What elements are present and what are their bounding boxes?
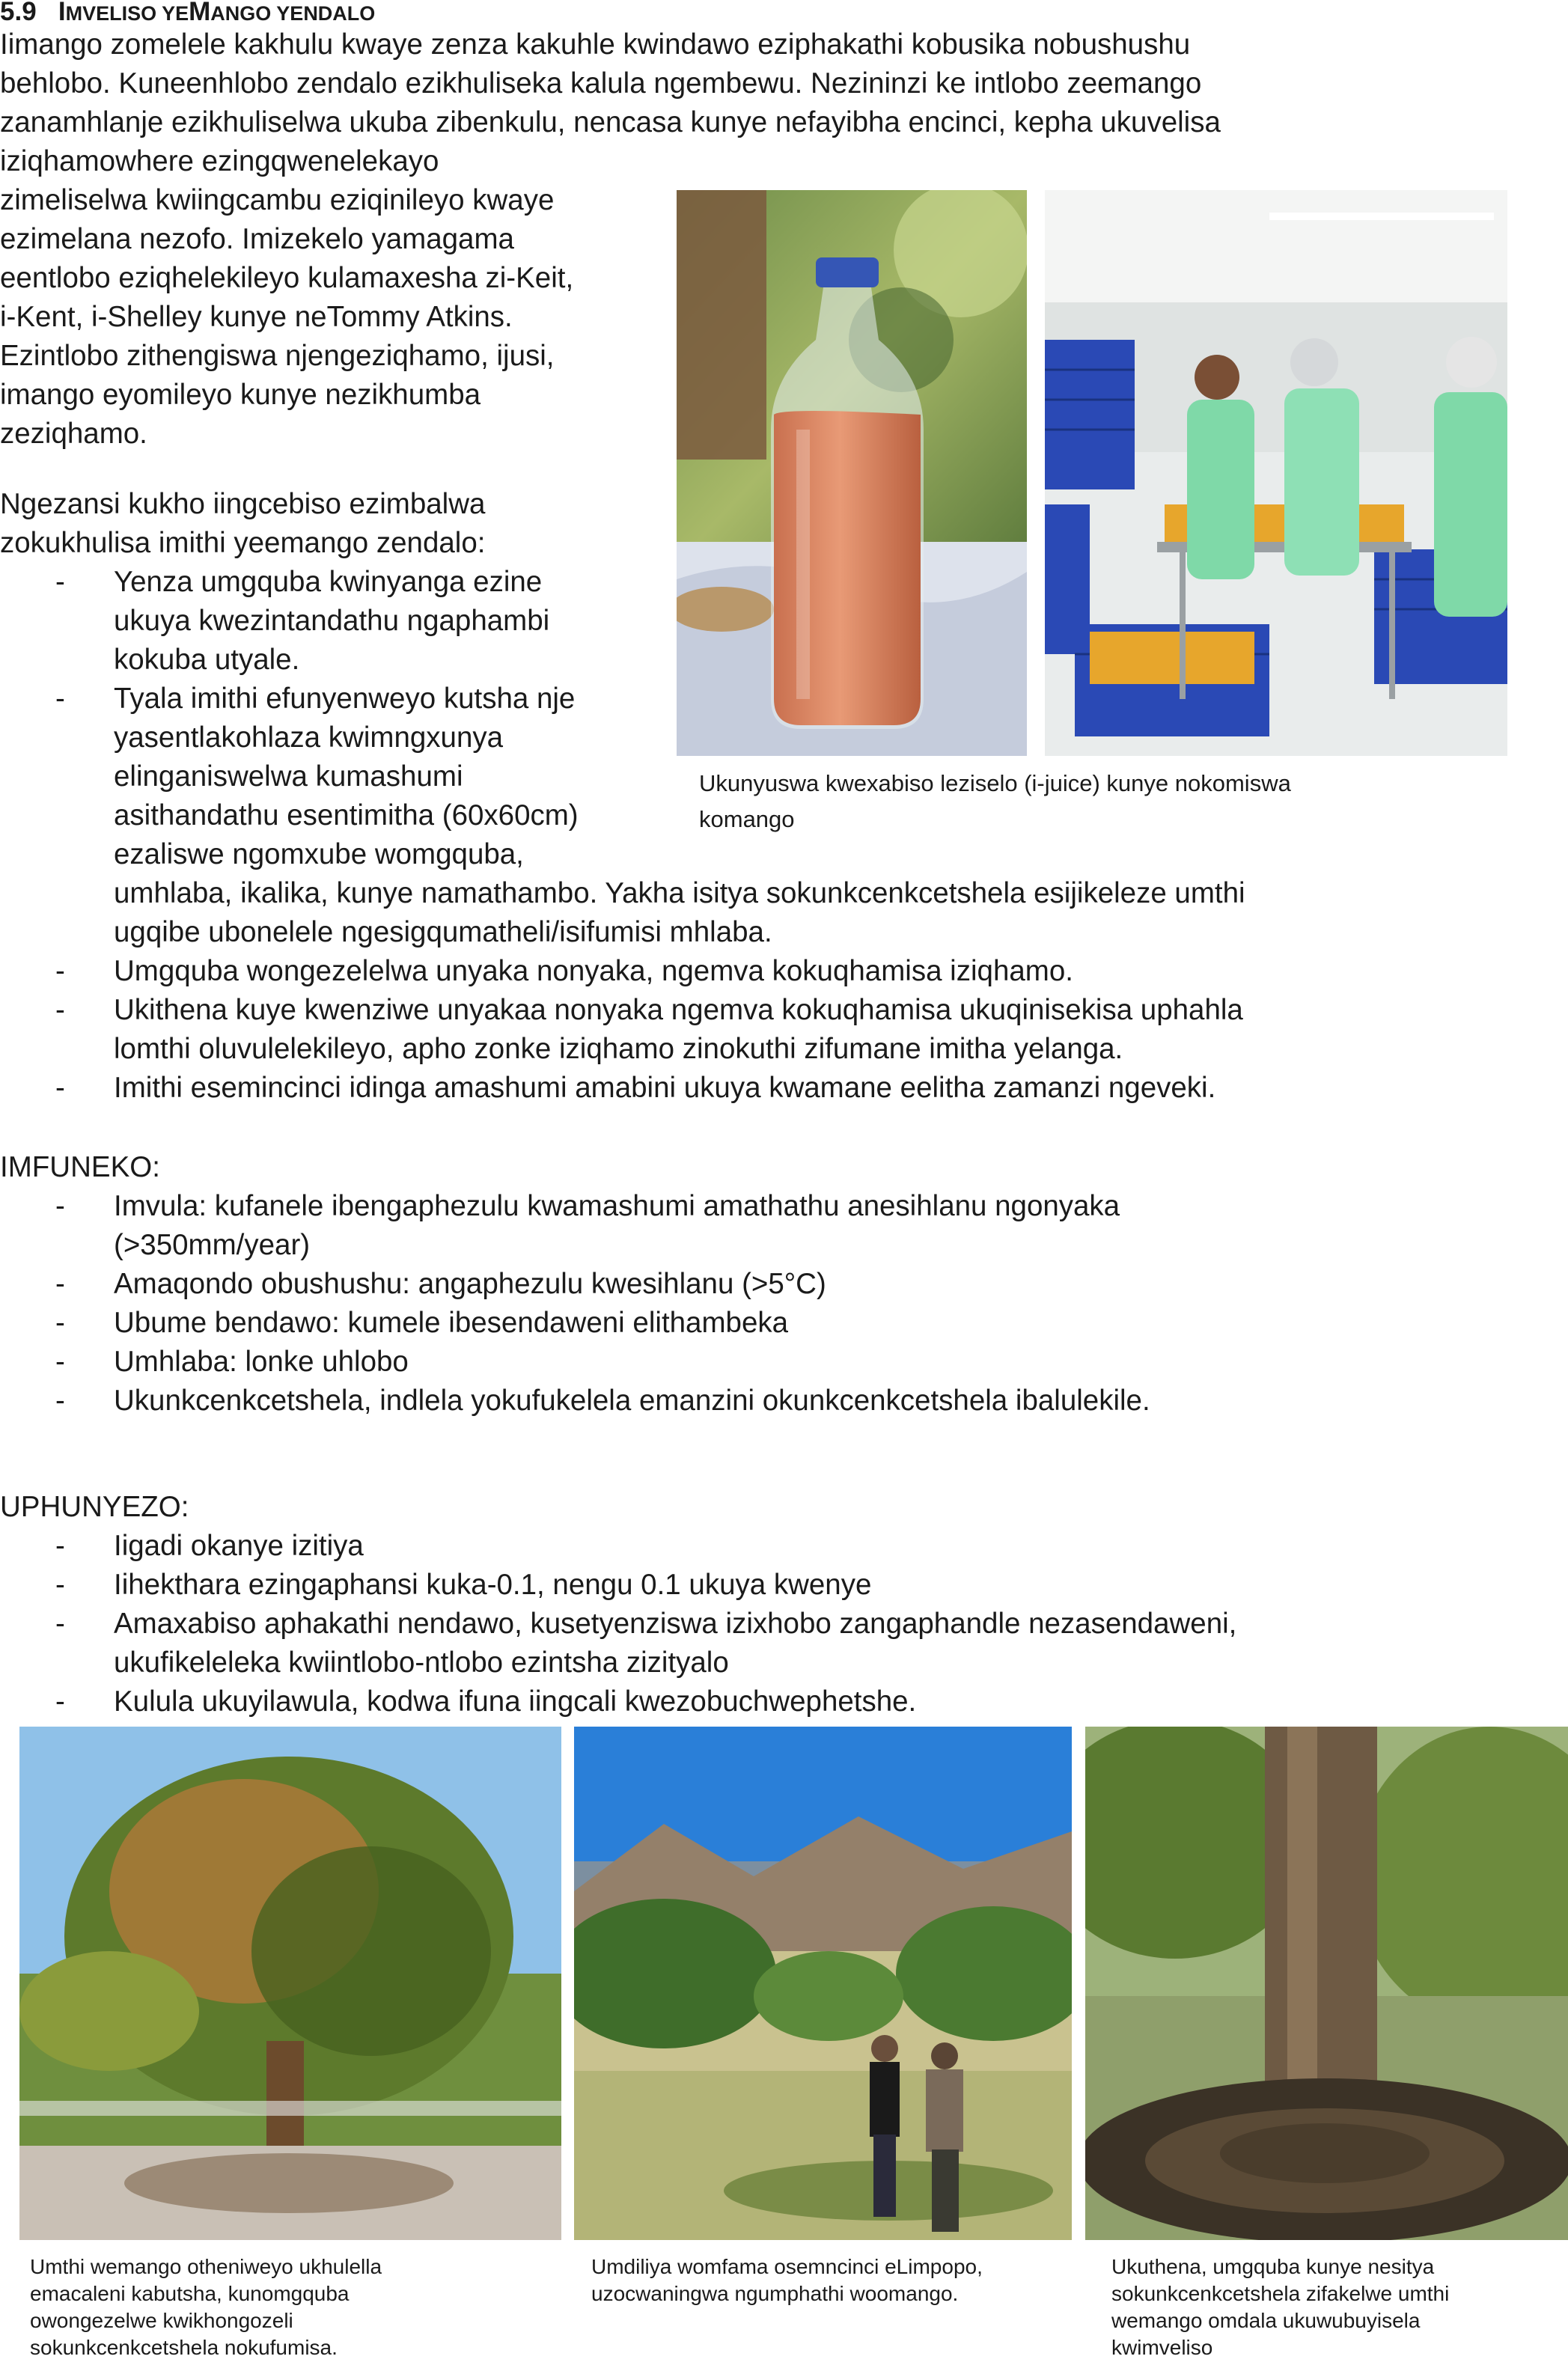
- intro-line: eentlobo eziqhelekileyo kulamaxesha zi-Keit,: [0, 262, 574, 294]
- summary-line: ukufikeleleka kwiintlobo-ntlobo ezintsha zizityalo: [114, 1647, 729, 1679]
- young-mango-orchard-photo: [574, 1727, 1072, 2240]
- intro-line: zimeliselwa kwiingcambu eziqinileyo kwaye: [0, 184, 555, 216]
- requirement-line: Umhlaba: lonke uhlobo: [114, 1346, 409, 1378]
- summary-line: Iigadi okanye izitiya: [114, 1530, 364, 1562]
- mature-mango-tree-basin-photo: [1085, 1727, 1568, 2240]
- orchard-image: [574, 1727, 1072, 2240]
- pruned-tree-caption: Umthi wemango otheniweyo ukhulella emacaleni kabutsha, kunomgquba owongezelwe kwikhongozeli sokunkcenkcetshela nokufumisa.: [30, 2255, 382, 2359]
- tip-line: ukuya kwezintandathu ngaphambi: [114, 605, 550, 637]
- bullet-dash: -: [55, 1346, 65, 1378]
- bullet-dash: -: [55, 1569, 65, 1601]
- pruned-mango-tree-photo: [19, 1727, 561, 2240]
- juice-photo-caption-line: Ukunyuswa kwexabiso leziselo (i-juice) kunye nokomiswa: [699, 770, 1291, 796]
- requirements-title: IMFUNEKO:: [0, 1151, 160, 1183]
- summary-title: UPHUNYEZO:: [0, 1491, 189, 1523]
- summary-line: Amaxabiso aphakathi nendawo, kusetyenziswa izixhobo zangaphandle nezasendaweni,: [114, 1608, 1237, 1640]
- bullet-dash: -: [55, 1608, 65, 1640]
- processing-image: [1045, 190, 1507, 756]
- requirement-line: (>350mm/year): [114, 1229, 311, 1261]
- mature-tree-image: [1085, 1727, 1568, 2240]
- bullet-dash: -: [55, 1268, 65, 1300]
- tip-line: yasentlakohlaza kwimngxunya: [114, 721, 504, 754]
- tips-intro-line: Ngezansi kukho iingcebiso ezimbalwa: [0, 488, 486, 520]
- intro-line: Iimango zomelele kakhulu kwaye zenza kakuhle kwindawo eziphakathi kobusika nobushushu: [0, 28, 1191, 61]
- orchard-caption: Umdiliya womfama osemncinci eLimpopo, uzocwaningwa ngumphathi woomango.: [591, 2255, 983, 2305]
- tip-line: elinganiswelwa kumashumi: [114, 760, 463, 793]
- requirement-line: Amaqondo obushushu: angaphezulu kwesihlanu (>5°C): [114, 1268, 826, 1300]
- mango-processing-photo: [1045, 190, 1507, 756]
- tip-line: umhlaba, ikalika, kunye namathambo. Yakha isitya sokunkcenkcetshela esijikeleze umthi: [114, 877, 1245, 909]
- intro-line: Ezintlobo zithengiswa njengeziqhamo, ijusi,: [0, 340, 555, 372]
- bullet-dash: -: [55, 1307, 65, 1339]
- intro-line: imango eyomileyo kunye nezikhumba: [0, 379, 481, 411]
- tip-line: Tyala imithi efunyenweyo kutsha nje: [114, 683, 576, 715]
- juice-photo-caption-line: komango: [699, 806, 795, 832]
- requirement-line: Ukunkcenkcetshela, indlela yokufukelela emanzini okunkcenkcetshela ibalulekile.: [114, 1385, 1150, 1417]
- pruned-tree-image: [19, 1727, 561, 2240]
- bullet-dash: -: [55, 1685, 65, 1718]
- intro-line: behlobo. Kuneenhlobo zendalo ezikhuliseka kalula ngembewu. Nezininzi ke intlobo zeemango: [0, 67, 1202, 100]
- bullet-dash: -: [55, 683, 65, 715]
- tip-line: ezaliswe ngomxube womgquba,: [114, 838, 524, 870]
- requirement-line: Ubume bendawo: kumele ibesendaweni elithambeka: [114, 1307, 789, 1339]
- intro-line: ezimelana nezofo. Imizekelo yamagama: [0, 223, 514, 255]
- tip-line: Umgquba wongezelelwa unyaka nonyaka, ngemva kokuqhamisa iziqhamo.: [114, 955, 1073, 987]
- juice-bottle-photo: [677, 190, 1027, 756]
- tip-line: Yenza umgquba kwinyanga ezine: [114, 566, 543, 598]
- bullet-dash: -: [55, 1385, 65, 1417]
- tip-line: Imithi esemincinci idinga amashumi amabini ukuya kwamane eelitha zamanzi ngeveki.: [114, 1072, 1216, 1104]
- section-title: IMVELISO YEMANGO YENDALO: [58, 0, 376, 26]
- bullet-dash: -: [55, 994, 65, 1026]
- summary-line: Iihekthara ezingaphansi kuka-0.1, nengu 0.1 ukuya kwenye: [114, 1569, 872, 1601]
- juice-bottle-image: [677, 190, 1027, 756]
- intro-line: zanamhlanje ezikhuliselwa ukuba zibenkulu, nencasa kunye nefayibha encinci, kepha ukuvelisa: [0, 106, 1221, 138]
- intro-line: i-Kent, i-Shelley kunye neTommy Atkins.: [0, 301, 513, 333]
- tip-line: kokuba utyale.: [114, 644, 300, 676]
- bullet-dash: -: [55, 566, 65, 598]
- mature-tree-caption: Ukuthena, umgquba kunye nesitya sokunkcenkcetshela zifakelwe umthi wemango omdala ukuwubuyisela kwimveliso: [1111, 2255, 1450, 2359]
- tip-line: lomthi oluvulelekileyo, apho zonke iziqhamo zinokuthi zifumane imitha yelanga.: [114, 1033, 1123, 1065]
- bullet-dash: -: [55, 1190, 65, 1222]
- intro-line: zeziqhamo.: [0, 418, 147, 450]
- tip-line: Ukithena kuye kwenziwe unyakaa nonyaka ngemva kokuqhamisa ukuqinisekisa uphahla: [114, 994, 1243, 1026]
- tip-line: ugqibe ubonelele ngesigqumatheli/isifumisi mhlaba.: [114, 916, 772, 948]
- tips-intro-line: zokukhulisa imithi yeemango zendalo:: [0, 527, 486, 559]
- requirement-line: Imvula: kufanele ibengaphezulu kwamashumi amathathu anesihlanu ngonyaka: [114, 1190, 1120, 1222]
- intro-line: iziqhamowhere ezingqwenelekayo: [0, 145, 439, 177]
- tip-line: asithandathu esentimitha (60x60cm): [114, 799, 579, 832]
- summary-line: Kulula ukuyilawula, kodwa ifuna iingcali kwezobuchwephetshe.: [114, 1685, 917, 1718]
- bullet-dash: -: [55, 1530, 65, 1562]
- bullet-dash: -: [55, 955, 65, 987]
- bullet-dash: -: [55, 1072, 65, 1104]
- section-number: 5.9: [0, 0, 37, 26]
